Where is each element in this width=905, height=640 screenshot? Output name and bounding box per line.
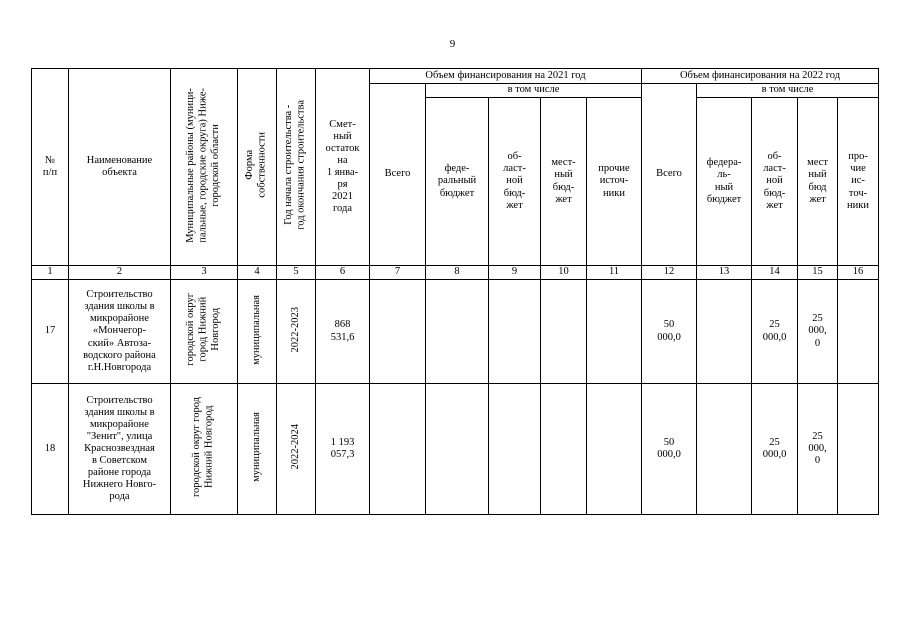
column-number: 10 (541, 266, 587, 280)
column-number: 4 (238, 266, 277, 280)
table-row (32, 384, 879, 515)
regional-2022: 25 000,0 (752, 280, 798, 384)
header-federal-2021: феде- ральный бюджет (426, 98, 489, 266)
federal-2021 (426, 384, 489, 515)
header-municipality: Муниципальные районы (муници- пальные, городские округа) Ниже- городской области (171, 69, 238, 266)
federal-2022 (697, 280, 752, 384)
header-other-2021: прочие источ- ники (587, 98, 642, 266)
construction-years: 2022-2024 (277, 384, 316, 515)
municipality: городской округ город Нижний Новгород (171, 384, 238, 515)
regional-2021 (489, 384, 541, 515)
column-number: 14 (752, 266, 798, 280)
regional-2022: 25 000,0 (752, 384, 798, 515)
header-federal-2022: федера- ль- ный бюджет (697, 98, 752, 266)
estimate-remainder: 868 531,6 (316, 280, 370, 384)
header-remainder: Смет- ный остаток на 1 янва- ря 2021 года (316, 69, 370, 266)
header-local-2022: мест ный бюд жет (798, 98, 838, 266)
header-other-2022: про- чие ис- точ- ники (838, 98, 879, 266)
header-name: Наименование объекта (69, 69, 171, 266)
header-row-1 (32, 69, 879, 84)
header-total-2022: Всего (642, 84, 697, 266)
object-name: Строительство здания школы в микрорайоне «Мончегор- ский» Автоза- водского района г.Н.Новгорода (69, 280, 171, 384)
other-2021 (587, 280, 642, 384)
column-number-row (32, 266, 879, 280)
column-number: 1 (32, 266, 69, 280)
header-including-2021: в том числе (426, 84, 642, 98)
page-number: 9 (449, 38, 456, 50)
column-number: 15 (798, 266, 838, 280)
federal-2021 (426, 280, 489, 384)
header-total-2021: Всего (370, 84, 426, 266)
federal-2022 (697, 384, 752, 515)
header-ownership: Форма собственности (238, 69, 277, 266)
header-years: Год начала строительства - год окончания строительства (277, 69, 316, 266)
local-2021 (541, 384, 587, 515)
column-number: 5 (277, 266, 316, 280)
total-2022: 50 000,0 (642, 384, 697, 515)
header-fin-2021: Объем финансирования на 2021 год (370, 69, 642, 84)
total-2021 (370, 280, 426, 384)
column-number: 8 (426, 266, 489, 280)
financing-table (31, 68, 879, 515)
header-fin-2022: Объем финансирования на 2022 год (642, 69, 879, 84)
column-number: 12 (642, 266, 697, 280)
header-regional-2021: об- ласт- ной бюд- жет (489, 98, 541, 266)
local-2022: 25 000, 0 (798, 384, 838, 515)
object-name: Строительство здания школы в микрорайоне "Зенит", улица Краснозвездная в Советском районе города Нижнего Новго- рода (69, 384, 171, 515)
regional-2021 (489, 280, 541, 384)
header-local-2021: мест- ный бюд- жет (541, 98, 587, 266)
local-2022: 25 000, 0 (798, 280, 838, 384)
header-num: № п/п (32, 69, 69, 266)
column-number: 2 (69, 266, 171, 280)
row-num: 18 (32, 384, 69, 515)
municipality: городской округ город Нижний Новгород (171, 280, 238, 384)
other-2021 (587, 384, 642, 515)
column-number: 13 (697, 266, 752, 280)
construction-years: 2022-2023 (277, 280, 316, 384)
total-2022: 50 000,0 (642, 280, 697, 384)
column-number: 7 (370, 266, 426, 280)
row-num: 17 (32, 280, 69, 384)
total-2021 (370, 384, 426, 515)
column-number: 9 (489, 266, 541, 280)
ownership: муниципальная (238, 384, 277, 515)
table-row (32, 280, 879, 384)
ownership: муниципальная (238, 280, 277, 384)
column-number: 11 (587, 266, 642, 280)
local-2021 (541, 280, 587, 384)
header-regional-2022: об- ласт- ной бюд- жет (752, 98, 798, 266)
header-including-2022: в том числе (697, 84, 879, 98)
estimate-remainder: 1 193 057,3 (316, 384, 370, 515)
column-number: 6 (316, 266, 370, 280)
other-2022 (838, 384, 879, 515)
column-number: 16 (838, 266, 879, 280)
other-2022 (838, 280, 879, 384)
column-number: 3 (171, 266, 238, 280)
